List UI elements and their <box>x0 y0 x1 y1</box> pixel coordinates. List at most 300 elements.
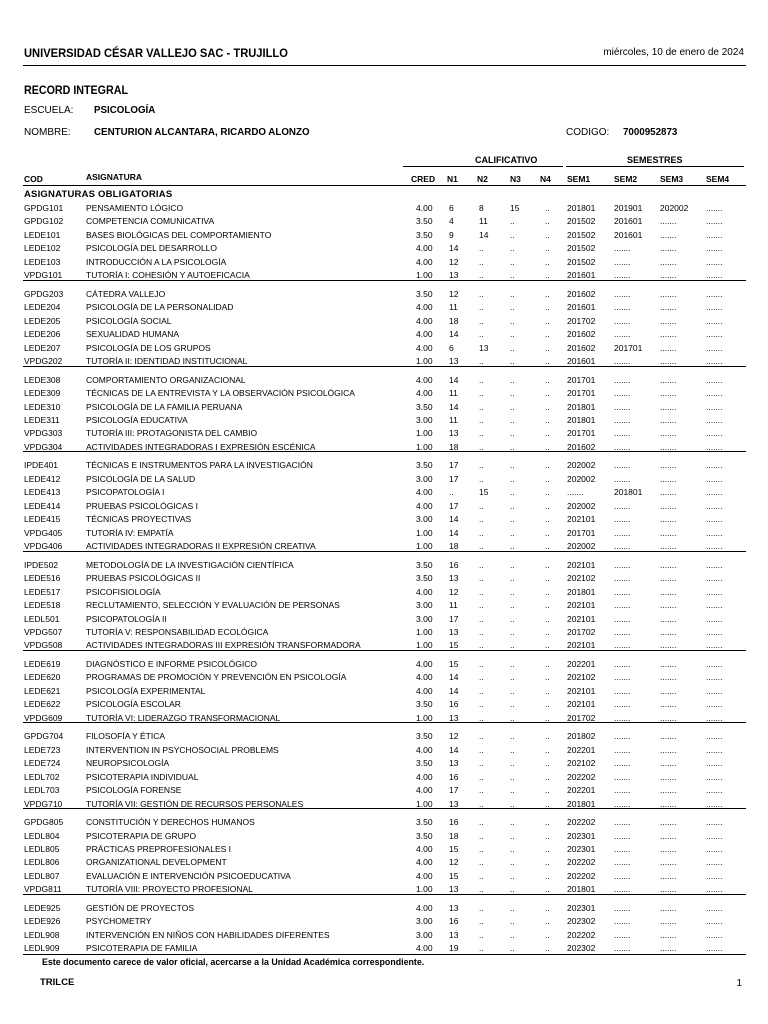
cell-sem4: ....... <box>706 203 723 213</box>
cell-sem3: ....... <box>660 626 677 637</box>
cell-sem1: 202201 <box>567 744 596 755</box>
cell-n2: .. <box>479 270 484 281</box>
cell-n1: 18 <box>449 315 459 326</box>
student-name: CENTURION ALCANTARA, RICARDO ALONZO <box>94 126 310 138</box>
cell-sem1: 201601 <box>567 356 596 366</box>
cell-n1: 6 <box>449 342 454 353</box>
cell-sem1: 202002 <box>567 500 596 511</box>
cell-asignatura: PSICOPATOLOGÍA I <box>86 487 165 498</box>
cell-sem1: 202301 <box>567 902 596 913</box>
cell-sem4: ....... <box>706 758 723 769</box>
cell-sem4: ....... <box>706 844 723 854</box>
cell-cod: LEDL807 <box>24 870 60 881</box>
cell-n3: .. <box>510 600 515 610</box>
cell-sem3: ....... <box>660 785 677 796</box>
cell-sem1: 202202 <box>567 857 596 868</box>
cell-sem4: ....... <box>706 731 723 742</box>
cell-sem1: 201502 <box>567 229 596 240</box>
cell-sem4: ....... <box>706 527 723 538</box>
cell-n3: .. <box>510 527 515 538</box>
cell-sem1: 201702 <box>567 712 596 723</box>
cell-n3: .. <box>510 844 515 854</box>
cell-n3: .. <box>510 916 515 927</box>
cell-sem1: 202202 <box>567 870 596 881</box>
cell-n4: .. <box>545 473 550 484</box>
cell-cred: 3.50 <box>416 573 433 584</box>
cell-cred: 1.00 <box>416 712 433 723</box>
cell-cod: LEDE724 <box>24 758 61 769</box>
cell-sem4: ....... <box>706 830 723 841</box>
cell-sem3: ....... <box>660 216 677 227</box>
col-n1: N1 <box>447 174 458 184</box>
cell-n4: .. <box>545 302 550 313</box>
cell-n1: 12 <box>449 586 459 597</box>
cell-sem2: ....... <box>614 374 631 385</box>
cell-n1: 14 <box>449 744 459 755</box>
cell-n1: 13 <box>449 270 459 281</box>
cell-sem4: ....... <box>706 315 723 326</box>
cell-sem1: 201502 <box>567 216 596 227</box>
cell-sem2: ....... <box>614 758 631 769</box>
cell-n4: .. <box>545 428 550 439</box>
cell-sem4: ....... <box>706 401 723 412</box>
cell-sem4: ....... <box>706 857 723 868</box>
cell-cod: LEDE204 <box>24 302 61 313</box>
cell-n3: .. <box>510 256 515 267</box>
cell-sem2: 201901 <box>614 203 643 213</box>
cell-n1: 19 <box>449 943 459 954</box>
cell-n2: .. <box>479 658 484 669</box>
cell-sem2: ....... <box>614 929 631 940</box>
cell-sem4: ....... <box>706 288 723 299</box>
cell-cred: 4.00 <box>416 870 433 881</box>
cell-sem2: ....... <box>614 731 631 742</box>
cell-sem4: ....... <box>706 870 723 881</box>
cell-cod: LEDE103 <box>24 256 61 267</box>
cell-n3: .. <box>510 315 515 326</box>
cell-cred: 3.00 <box>416 514 433 525</box>
cell-sem3: ....... <box>660 559 677 570</box>
cell-sem3: ....... <box>660 288 677 299</box>
block-divider <box>23 650 746 651</box>
cell-sem2: ....... <box>614 559 631 570</box>
cell-cod: LEDE309 <box>24 388 61 398</box>
cell-cod: LEDL501 <box>24 613 60 624</box>
cell-n4: .. <box>545 559 550 570</box>
cell-sem2: ....... <box>614 658 631 669</box>
cell-n1: 14 <box>449 527 459 538</box>
cell-cod: LEDL908 <box>24 929 60 940</box>
cell-cred: 3.50 <box>416 559 433 570</box>
cell-n1: 18 <box>449 541 459 552</box>
cell-n3: .. <box>510 798 515 809</box>
cell-n4: .. <box>545 541 550 552</box>
cell-n2: .. <box>479 870 484 881</box>
cell-sem1: 202101 <box>567 613 596 624</box>
cell-sem3: ....... <box>660 884 677 895</box>
col-cred: CRED <box>411 174 436 184</box>
cell-sem4: ....... <box>706 473 723 484</box>
cell-cred: 1.00 <box>416 798 433 809</box>
cell-sem4: ....... <box>706 356 723 366</box>
cell-n1: 15 <box>449 640 459 651</box>
cell-sem1: 201701 <box>567 428 596 439</box>
cell-sem2: ....... <box>614 388 631 398</box>
cell-sem3: ....... <box>660 256 677 267</box>
cell-n1: 11 <box>449 600 458 610</box>
cell-cod: LEDE516 <box>24 573 61 584</box>
cell-cred: 1.00 <box>416 626 433 637</box>
cell-sem3: ....... <box>660 685 677 696</box>
cell-asignatura: TÉCNICAS PROYECTIVAS <box>86 514 192 525</box>
cell-sem3: ....... <box>660 771 677 782</box>
cell-asignatura: PSICOLOGÍA DE LOS GRUPOS <box>86 342 211 353</box>
cell-sem2: ....... <box>614 356 631 366</box>
cell-cred: 4.00 <box>416 256 433 267</box>
cell-n4: .. <box>545 929 550 940</box>
cell-cod: VPDG101 <box>24 270 63 281</box>
cell-sem2: ....... <box>614 256 631 267</box>
cell-asignatura: PSICOLOGÍA EDUCATIVA <box>86 414 188 425</box>
cell-n3: .. <box>510 626 515 637</box>
cell-n2: .. <box>479 500 484 511</box>
cell-asignatura: PRÁCTICAS PREPROFESIONALES I <box>86 844 232 854</box>
cell-cod: LEDE310 <box>24 401 61 412</box>
cell-n3: .. <box>510 414 515 425</box>
cell-cred: 4.00 <box>416 203 433 213</box>
cell-sem1: 202202 <box>567 817 596 828</box>
cell-sem1: 202002 <box>567 473 596 484</box>
cell-cred: 4.00 <box>416 586 433 597</box>
cell-cod: VPDG304 <box>24 441 63 452</box>
cell-sem2: ....... <box>614 401 631 412</box>
cell-n4: .. <box>545 902 550 913</box>
university-name: UNIVERSIDAD CÉSAR VALLEJO SAC - TRUJILLO <box>24 46 288 60</box>
cell-sem4: ....... <box>706 559 723 570</box>
cell-n3: .. <box>510 342 515 353</box>
cell-cred: 4.00 <box>416 487 433 498</box>
cell-n4: .. <box>545 460 550 471</box>
cell-n2: .. <box>479 929 484 940</box>
cell-asignatura: METODOLOGÍA DE LA INVESTIGACIÓN CIENTÍFICA <box>86 559 294 570</box>
cell-sem2: ....... <box>614 830 631 841</box>
cell-asignatura: PSICOFISIOLOGÍA <box>86 586 161 597</box>
cell-n4: .. <box>545 943 550 954</box>
cell-asignatura: PSICOTERAPIA INDIVIDUAL <box>86 771 199 782</box>
cell-sem3: ....... <box>660 473 677 484</box>
cell-n2: .. <box>479 785 484 796</box>
cell-sem4: ....... <box>706 256 723 267</box>
cell-asignatura: TUTORÍA VII: GESTIÓN DE RECURSOS PERSONALES <box>86 798 304 809</box>
cell-n2: .. <box>479 527 484 538</box>
cell-cod: LEDE206 <box>24 329 61 340</box>
cell-cod: LEDE101 <box>24 229 61 240</box>
cell-cred: 3.50 <box>416 288 433 299</box>
cell-n1: 13 <box>449 798 459 809</box>
code-label: CODIGO: <box>566 127 610 138</box>
cell-n1: 13 <box>449 902 459 913</box>
cell-n3: .. <box>510 356 515 366</box>
cell-n2: .. <box>479 640 484 651</box>
cell-sem3: ....... <box>660 712 677 723</box>
cell-cred: 3.50 <box>416 460 433 471</box>
cell-n1: 13 <box>449 428 459 439</box>
cell-cred: 4.00 <box>416 658 433 669</box>
cell-sem3: ....... <box>660 817 677 828</box>
cell-n4: .. <box>545 329 550 340</box>
cell-n1: 14 <box>449 374 459 385</box>
cell-n3: .. <box>510 541 515 552</box>
cell-cred: 3.50 <box>416 817 433 828</box>
cell-cred: 1.00 <box>416 527 433 538</box>
cell-cod: LEDE619 <box>24 658 61 669</box>
cell-n2: .. <box>479 356 484 366</box>
cell-asignatura: CONSTITUCIÓN Y DERECHOS HUMANOS <box>86 817 255 828</box>
cell-sem4: ....... <box>706 626 723 637</box>
cell-asignatura: TUTORÍA V: RESPONSABILIDAD ECOLÓGICA <box>86 626 269 637</box>
cell-sem2: ....... <box>614 600 631 610</box>
cell-cod: LEDE518 <box>24 600 61 610</box>
cell-n1: 13 <box>449 712 459 723</box>
cell-asignatura: PSICOLOGÍA DE LA FAMILIA PERUANA <box>86 401 243 412</box>
col-n2: N2 <box>477 174 488 184</box>
cell-n3: .. <box>510 216 515 227</box>
cell-n4: .. <box>545 685 550 696</box>
cell-n2: .. <box>479 329 484 340</box>
cell-sem2: ....... <box>614 685 631 696</box>
cell-cred: 4.00 <box>416 500 433 511</box>
cell-sem4: ....... <box>706 414 723 425</box>
cell-cred: 1.00 <box>416 541 433 552</box>
cell-cred: 4.00 <box>416 844 433 854</box>
cell-sem2: 201801 <box>614 487 643 498</box>
cell-sem3: ....... <box>660 844 677 854</box>
cell-sem3: ....... <box>660 758 677 769</box>
cell-sem2: ....... <box>614 712 631 723</box>
cell-cred: 4.00 <box>416 388 433 398</box>
cell-sem3: ....... <box>660 830 677 841</box>
cell-cod: VPDG811 <box>24 884 62 895</box>
cell-n1: 16 <box>449 699 459 710</box>
cell-sem4: ....... <box>706 699 723 710</box>
cell-n3: .. <box>510 613 515 624</box>
cell-sem2: ....... <box>614 302 631 313</box>
cell-asignatura: PSICOLOGÍA DE LA SALUD <box>86 473 196 484</box>
cell-sem2: ....... <box>614 857 631 868</box>
cell-cod: LEDE414 <box>24 500 61 511</box>
cell-sem3: ....... <box>660 401 677 412</box>
cell-n3: .. <box>510 473 515 484</box>
cell-n2: 8 <box>479 203 484 213</box>
cell-sem1: 201602 <box>567 329 596 340</box>
cell-cod: LEDL805 <box>24 844 60 854</box>
cell-cred: 4.00 <box>416 329 433 340</box>
cell-n3: .. <box>510 460 515 471</box>
cell-n3: .. <box>510 243 515 254</box>
cell-n2: 11 <box>479 216 488 227</box>
cell-sem4: ....... <box>706 229 723 240</box>
cell-sem1: 201801 <box>567 401 596 412</box>
cell-n2: .. <box>479 731 484 742</box>
cell-sem3: ....... <box>660 243 677 254</box>
cell-n2: 14 <box>479 229 489 240</box>
cell-asignatura: PRUEBAS PSICOLÓGICAS II <box>86 573 201 584</box>
cell-cod: VPDG507 <box>24 626 63 637</box>
cell-n3: .. <box>510 943 515 954</box>
cell-n4: .. <box>545 672 550 683</box>
cell-n1: 14 <box>449 243 459 254</box>
cell-n3: .. <box>510 712 515 723</box>
cell-sem1: 202101 <box>567 685 596 696</box>
cell-cod: LEDE723 <box>24 744 61 755</box>
cell-n4: .. <box>545 870 550 881</box>
cell-cred: 4.00 <box>416 302 433 313</box>
cell-asignatura: TUTORÍA III: PROTAGONISTA DEL CAMBIO <box>86 428 258 439</box>
cell-asignatura: PSICOTERAPIA DE FAMILIA <box>86 943 198 954</box>
cell-cod: VPDG406 <box>24 541 63 552</box>
cell-sem2: ....... <box>614 916 631 927</box>
cell-n1: 12 <box>449 256 459 267</box>
cell-n1: 16 <box>449 916 459 927</box>
block-divider <box>23 366 746 367</box>
cell-n4: .. <box>545 798 550 809</box>
cell-sem1: 202102 <box>567 758 596 769</box>
cell-sem1: 202101 <box>567 559 596 570</box>
cell-sem2: ....... <box>614 699 631 710</box>
cell-sem2: ....... <box>614 640 631 651</box>
cell-n3: .. <box>510 685 515 696</box>
block-divider <box>23 451 746 452</box>
cell-n3: .. <box>510 329 515 340</box>
cell-n3: .. <box>510 771 515 782</box>
cell-n2: 15 <box>479 487 489 498</box>
col-sem4: SEM4 <box>706 174 730 184</box>
cell-sem1: 202102 <box>567 573 596 584</box>
cell-n1: 16 <box>449 817 459 828</box>
cell-n3: .. <box>510 857 515 868</box>
cell-cred: 3.50 <box>416 758 433 769</box>
cell-n3: .. <box>510 401 515 412</box>
cell-sem2: ....... <box>614 315 631 326</box>
cell-sem1: 202002 <box>567 460 596 471</box>
cell-sem3: ....... <box>660 487 677 498</box>
cell-n3: .. <box>510 514 515 525</box>
cell-sem1: 201802 <box>567 731 596 742</box>
cell-n3: .. <box>510 658 515 669</box>
cell-n2: .. <box>479 288 484 299</box>
cell-n4: .. <box>545 388 550 398</box>
cell-n2: .. <box>479 712 484 723</box>
cell-asignatura: INTERVENCIÓN EN NIÑOS CON HABILIDADES DIFERENTES <box>86 929 330 940</box>
cell-sem4: ....... <box>706 771 723 782</box>
cell-sem3: ....... <box>660 731 677 742</box>
cell-asignatura: TUTORÍA I: COHESIÓN Y AUTOEFICACIA <box>86 270 250 281</box>
cell-n3: .. <box>510 428 515 439</box>
cell-asignatura: ACTIVIDADES INTEGRADORAS III EXPRESIÓN TRANSFORMADORA <box>86 640 361 651</box>
cell-n1: 12 <box>449 857 459 868</box>
cell-n4: .. <box>545 414 550 425</box>
cell-n2: .. <box>479 685 484 696</box>
cell-n2: .. <box>479 699 484 710</box>
cell-sem4: ....... <box>706 441 723 452</box>
cell-cod: VPDG609 <box>24 712 63 723</box>
cell-n1: 11 <box>449 388 458 398</box>
block-divider <box>23 280 746 281</box>
cell-cred: 3.00 <box>416 929 433 940</box>
cell-n1: .. <box>449 487 454 498</box>
cell-n3: .. <box>510 672 515 683</box>
col-n3: N3 <box>510 174 521 184</box>
cell-sem1: 201801 <box>567 203 596 213</box>
cell-sem4: ....... <box>706 514 723 525</box>
cell-n1: 16 <box>449 771 459 782</box>
block-divider <box>23 894 746 895</box>
cell-asignatura: PSICOPATOLOGÍA II <box>86 613 167 624</box>
cell-n2: .. <box>479 771 484 782</box>
cell-asignatura: GESTIÓN DE PROYECTOS <box>86 902 195 913</box>
cell-n4: .. <box>545 857 550 868</box>
col-sem2: SEM2 <box>614 174 638 184</box>
block-divider <box>23 722 746 723</box>
cell-sem4: ....... <box>706 798 723 809</box>
cell-n2: .. <box>479 613 484 624</box>
cell-sem4: ....... <box>706 902 723 913</box>
cell-n1: 15 <box>449 658 459 669</box>
cell-sem1: 201602 <box>567 441 596 452</box>
cell-n2: .. <box>479 758 484 769</box>
cell-n1: 13 <box>449 929 459 940</box>
cell-sem1: 201602 <box>567 342 596 353</box>
report-title: RECORD INTEGRAL <box>24 85 128 97</box>
cell-sem2: ....... <box>614 527 631 538</box>
cell-n2: .. <box>479 460 484 471</box>
cell-sem3: ....... <box>660 744 677 755</box>
cell-sem2: ....... <box>614 817 631 828</box>
cell-n3: .. <box>510 586 515 597</box>
cell-n1: 13 <box>449 573 459 584</box>
cell-sem1: 201701 <box>567 527 596 538</box>
cell-sem3: ....... <box>660 902 677 913</box>
cell-n4: .. <box>545 884 550 895</box>
cell-sem4: ....... <box>706 388 723 398</box>
cell-n4: .. <box>545 626 550 637</box>
cell-cod: LEDE102 <box>24 243 61 254</box>
cell-sem1: 202101 <box>567 600 596 610</box>
cell-sem1: 202202 <box>567 929 596 940</box>
cell-n3: .. <box>510 758 515 769</box>
cell-cod: VPDG710 <box>24 798 63 809</box>
cell-sem2: ....... <box>614 744 631 755</box>
cell-sem2: ....... <box>614 288 631 299</box>
cell-n4: .. <box>545 817 550 828</box>
cell-sem1: 202102 <box>567 672 596 683</box>
cell-n3: .. <box>510 929 515 940</box>
cell-sem4: ....... <box>706 712 723 723</box>
cell-n3: .. <box>510 640 515 651</box>
cell-n1: 18 <box>449 830 459 841</box>
cell-sem1: 202101 <box>567 699 596 710</box>
cell-n2: .. <box>479 916 484 927</box>
cell-cod: VPDG303 <box>24 428 63 439</box>
cell-sem1: 201801 <box>567 798 596 809</box>
cell-cod: LEDE622 <box>24 699 61 710</box>
cell-cred: 4.00 <box>416 315 433 326</box>
cell-n4: .. <box>545 288 550 299</box>
cell-n2: .. <box>479 302 484 313</box>
cell-n2: .. <box>479 315 484 326</box>
disclaimer: Este documento carece de valor oficial, acercarse a la Unidad Académica correspondiente. <box>42 957 425 968</box>
cell-cod: VPDG508 <box>24 640 63 651</box>
